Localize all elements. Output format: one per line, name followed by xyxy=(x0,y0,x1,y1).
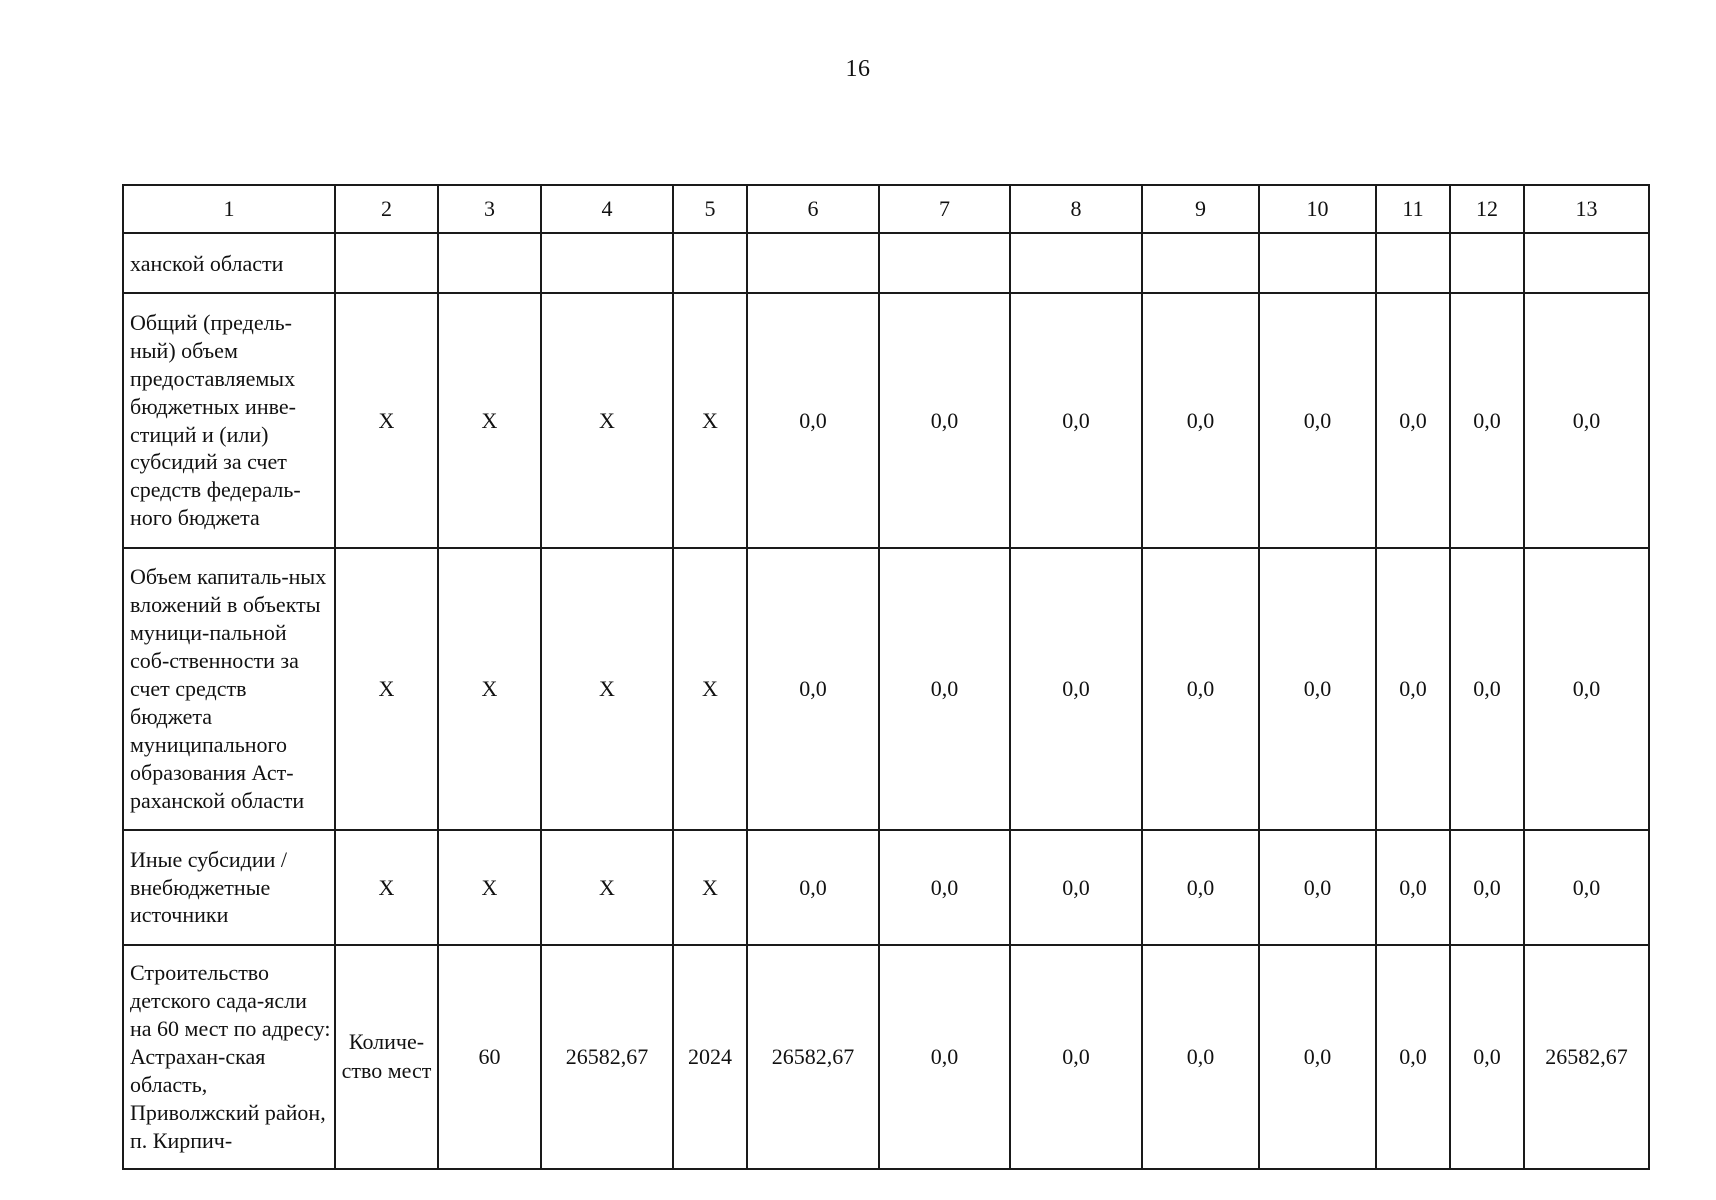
value-cell: 0,0 xyxy=(1376,548,1450,830)
value-cell: 0,0 xyxy=(1259,830,1376,945)
value-cell: 0,0 xyxy=(1142,548,1259,830)
table-row xyxy=(123,548,1649,830)
value-cell: 0,0 xyxy=(1376,830,1450,945)
unit-cell xyxy=(335,233,438,293)
value-cell: 0,0 xyxy=(1450,945,1524,1169)
table-row xyxy=(123,830,1649,945)
value-cell xyxy=(673,233,747,293)
value-cell: 26582,67 xyxy=(541,945,673,1169)
value-cell: 0,0 xyxy=(1142,293,1259,548)
header-cell: 3 xyxy=(438,185,541,233)
unit-cell: X xyxy=(335,293,438,548)
value-cell: X xyxy=(673,830,747,945)
value-cell: 0,0 xyxy=(1376,945,1450,1169)
header-cell: 8 xyxy=(1010,185,1142,233)
row-name-cell: Общий (предель-ный) объем предоставляемых бюджетных инве-стиций и (или) субсидий за счет средств федераль-ного бюджета xyxy=(123,293,335,548)
unit-cell: X xyxy=(335,548,438,830)
value-cell: X xyxy=(438,293,541,548)
value-cell: X xyxy=(438,548,541,830)
value-cell: 0,0 xyxy=(1524,830,1649,945)
header-cell: 5 xyxy=(673,185,747,233)
value-cell: 0,0 xyxy=(1450,830,1524,945)
header-cell: 7 xyxy=(879,185,1010,233)
value-cell: X xyxy=(541,548,673,830)
header-cell: 11 xyxy=(1376,185,1450,233)
header-cell: 1 xyxy=(123,185,335,233)
value-cell: 60 xyxy=(438,945,541,1169)
value-cell xyxy=(879,233,1010,293)
value-cell xyxy=(541,233,673,293)
header-cell: 13 xyxy=(1524,185,1649,233)
header-cell: 9 xyxy=(1142,185,1259,233)
value-cell: 0,0 xyxy=(747,293,879,548)
header-cell: 4 xyxy=(541,185,673,233)
table-row xyxy=(123,945,1649,1169)
value-cell xyxy=(1450,233,1524,293)
budget-table xyxy=(122,184,1650,1170)
value-cell: 0,0 xyxy=(747,830,879,945)
unit-cell: Количе-ство мест xyxy=(335,945,438,1169)
value-cell: 0,0 xyxy=(1259,293,1376,548)
value-cell: 0,0 xyxy=(747,548,879,830)
table-row xyxy=(123,233,1649,293)
value-cell: X xyxy=(673,548,747,830)
value-cell xyxy=(1524,233,1649,293)
value-cell: X xyxy=(438,830,541,945)
value-cell: 0,0 xyxy=(1450,293,1524,548)
value-cell: 0,0 xyxy=(1450,548,1524,830)
row-name-cell: Иные субсидии / внебюджетные источники xyxy=(123,830,335,945)
table-header-row xyxy=(123,185,1649,233)
value-cell: 0,0 xyxy=(1010,293,1142,548)
value-cell: X xyxy=(541,293,673,548)
header-cell: 10 xyxy=(1259,185,1376,233)
value-cell: 0,0 xyxy=(1259,945,1376,1169)
row-name-cell: ханской области xyxy=(123,233,335,293)
value-cell: 0,0 xyxy=(1010,945,1142,1169)
value-cell: 0,0 xyxy=(879,548,1010,830)
value-cell: 26582,67 xyxy=(747,945,879,1169)
value-cell: X xyxy=(673,293,747,548)
value-cell: X xyxy=(541,830,673,945)
value-cell: 0,0 xyxy=(879,830,1010,945)
value-cell xyxy=(1010,233,1142,293)
value-cell: 0,0 xyxy=(1142,945,1259,1169)
value-cell: 0,0 xyxy=(1010,830,1142,945)
row-name-cell: Строительство детского сада-ясли на 60 мест по адресу: Астрахан-ская область, Приволжский район, п. Кирпич- xyxy=(123,945,335,1169)
value-cell: 2024 xyxy=(673,945,747,1169)
value-cell: 0,0 xyxy=(1142,830,1259,945)
header-cell: 6 xyxy=(747,185,879,233)
value-cell: 0,0 xyxy=(1524,548,1649,830)
value-cell xyxy=(1376,233,1450,293)
value-cell: 0,0 xyxy=(879,945,1010,1169)
unit-cell: X xyxy=(335,830,438,945)
table-row xyxy=(123,293,1649,548)
value-cell: 0,0 xyxy=(879,293,1010,548)
value-cell xyxy=(1259,233,1376,293)
value-cell xyxy=(1142,233,1259,293)
value-cell xyxy=(747,233,879,293)
header-cell: 2 xyxy=(335,185,438,233)
value-cell xyxy=(438,233,541,293)
value-cell: 0,0 xyxy=(1259,548,1376,830)
value-cell: 0,0 xyxy=(1376,293,1450,548)
row-name-cell: Объем капиталь-ных вложений в объекты муници-пальной соб-ственности за счет средств бюджета муниципального образования Аст-раханской области xyxy=(123,548,335,830)
page-number: 16 xyxy=(845,56,871,82)
value-cell: 0,0 xyxy=(1524,293,1649,548)
value-cell: 26582,67 xyxy=(1524,945,1649,1169)
value-cell: 0,0 xyxy=(1010,548,1142,830)
header-cell: 12 xyxy=(1450,185,1524,233)
